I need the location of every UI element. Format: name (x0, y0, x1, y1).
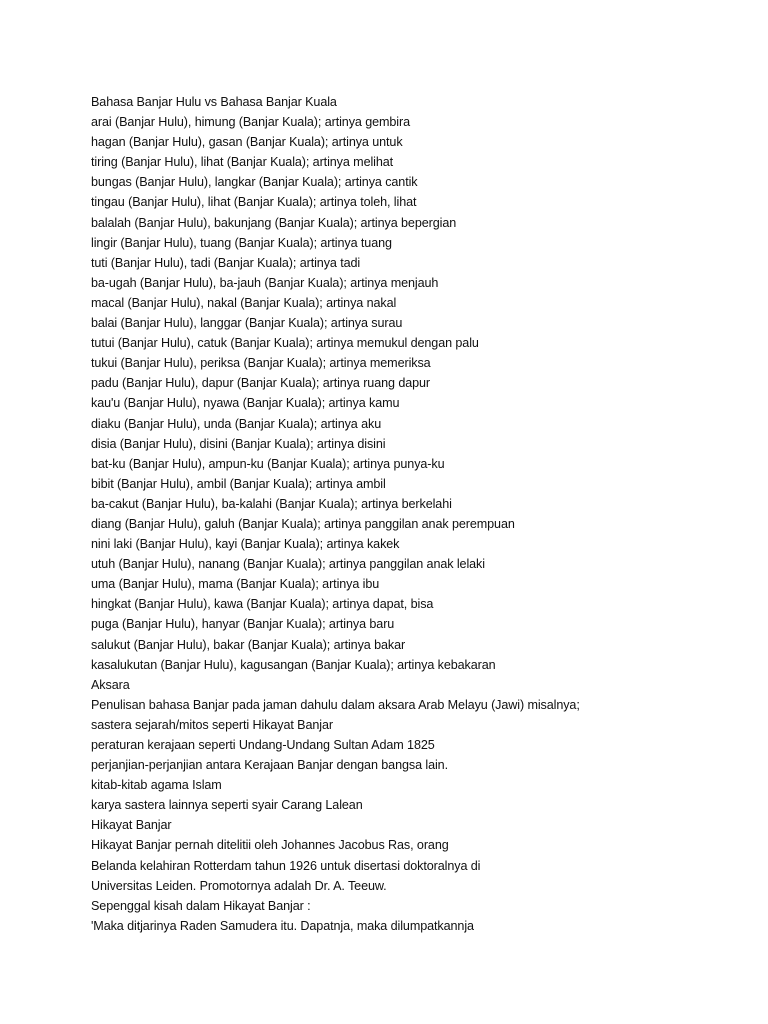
text-line: kitab-kitab agama Islam (91, 778, 222, 793)
text-line: nini laki (Banjar Hulu), kayi (Banjar Kuala); artinya kakek (91, 537, 400, 552)
section-heading-hikayat-banjar: Hikayat Banjar (91, 818, 172, 833)
text-line: 'Maka ditjarinya Raden Samudera itu. Dapatnja, maka dilumpatkannja (91, 918, 474, 933)
text-line: macal (Banjar Hulu), nakal (Banjar Kuala); artinya nakal (91, 295, 397, 310)
text-line: padu (Banjar Hulu), dapur (Banjar Kuala); artinya ruang dapur (91, 376, 431, 391)
text-line: peraturan kerajaan seperti Undang-Undang Sultan Adam 1825 (91, 738, 435, 752)
text-line: balai (Banjar Hulu), langgar (Banjar Kuala); artinya surau (91, 316, 403, 331)
text-line: bat-ku (Banjar Hulu), ampun-ku (Banjar Kuala); artinya punya-ku (91, 456, 445, 471)
text-line: sastera sejarah/mitos seperti Hikayat Banjar (91, 717, 333, 732)
text-line: utuh (Banjar Hulu), nanang (Banjar Kuala); artinya panggilan anak lelaki (91, 557, 485, 572)
text-line: balalah (Banjar Hulu), bakunjang (Banjar Kuala); artinya bepergian (91, 215, 457, 230)
text-line: hagan (Banjar Hulu), gasan (Banjar Kuala); artinya untuk (91, 135, 403, 150)
text-line: arai (Banjar Hulu), himung (Banjar Kuala); artinya gembira (91, 115, 410, 130)
text-line: karya sastera lainnya seperti syair Carang Lalean (91, 798, 363, 813)
text-line: perjanjian-perjanjian antara Kerajaan Banjar dengan bangsa lain. (91, 758, 448, 773)
text-line: uma (Banjar Hulu), mama (Banjar Kuala); artinya ibu (91, 577, 380, 592)
text-line: tiring (Banjar Hulu), lihat (Banjar Kuala); artinya melihat (91, 155, 394, 170)
document-body (91, 92, 731, 936)
text-line: tukui (Banjar Hulu), periksa (Banjar Kuala); artinya memeriksa (91, 356, 431, 371)
text-line: ba-cakut (Banjar Hulu), ba-kalahi (Banjar Kuala); artinya berkelahi (91, 496, 452, 511)
text-line: salukut (Banjar Hulu), bakar (Banjar Kuala); artinya bakar (91, 637, 406, 652)
text-line: disia (Banjar Hulu), disini (Banjar Kuala); artinya disini (91, 436, 386, 451)
document-title: Bahasa Banjar Hulu vs Bahasa Banjar Kuala (91, 95, 337, 109)
text-line: Universitas Leiden. Promotornya adalah Dr. A. Teeuw. (91, 878, 387, 893)
text-line: diang (Banjar Hulu), galuh (Banjar Kuala); artinya panggilan anak perempuan (91, 516, 515, 531)
text-line: tuti (Banjar Hulu), tadi (Banjar Kuala); artinya tadi (91, 255, 361, 270)
text-line: lingir (Banjar Hulu), tuang (Banjar Kuala); artinya tuang (91, 235, 392, 250)
text-line: kasalukutan (Banjar Hulu), kagusangan (Banjar Kuala); artinya kebakaran (91, 657, 496, 672)
text-line: puga (Banjar Hulu), hanyar (Banjar Kuala); artinya baru (91, 617, 395, 632)
text-line: hingkat (Banjar Hulu), kawa (Banjar Kuala); artinya dapat, bisa (91, 597, 434, 612)
text-line: diaku (Banjar Hulu), unda (Banjar Kuala); artinya aku (91, 416, 382, 431)
text-line: Penulisan bahasa Banjar pada jaman dahulu dalam aksara Arab Melayu (Jawi) misalnya; (91, 697, 580, 712)
section-heading-aksara: Aksara (91, 677, 130, 692)
text-line: bibit (Banjar Hulu), ambil (Banjar Kuala); artinya ambil (91, 476, 386, 491)
text-line: Belanda kelahiran Rotterdam tahun 1926 untuk disertasi doktoralnya di (91, 858, 481, 873)
text-line: ba-ugah (Banjar Hulu), ba-jauh (Banjar Kuala); artinya menjauh (91, 275, 439, 290)
text-line: bungas (Banjar Hulu), langkar (Banjar Kuala); artinya cantik (91, 175, 418, 190)
text-line: Hikayat Banjar pernah ditelitii oleh Johannes Jacobus Ras, orang (91, 838, 449, 853)
text-line: Sepenggal kisah dalam Hikayat Banjar : (91, 898, 311, 913)
text-line: kau'u (Banjar Hulu), nyawa (Banjar Kuala); artinya kamu (91, 396, 400, 411)
text-line: tingau (Banjar Hulu), lihat (Banjar Kuala); artinya toleh, lihat (91, 195, 417, 210)
text-line: tutui (Banjar Hulu), catuk (Banjar Kuala); artinya memukul dengan palu (91, 336, 479, 351)
